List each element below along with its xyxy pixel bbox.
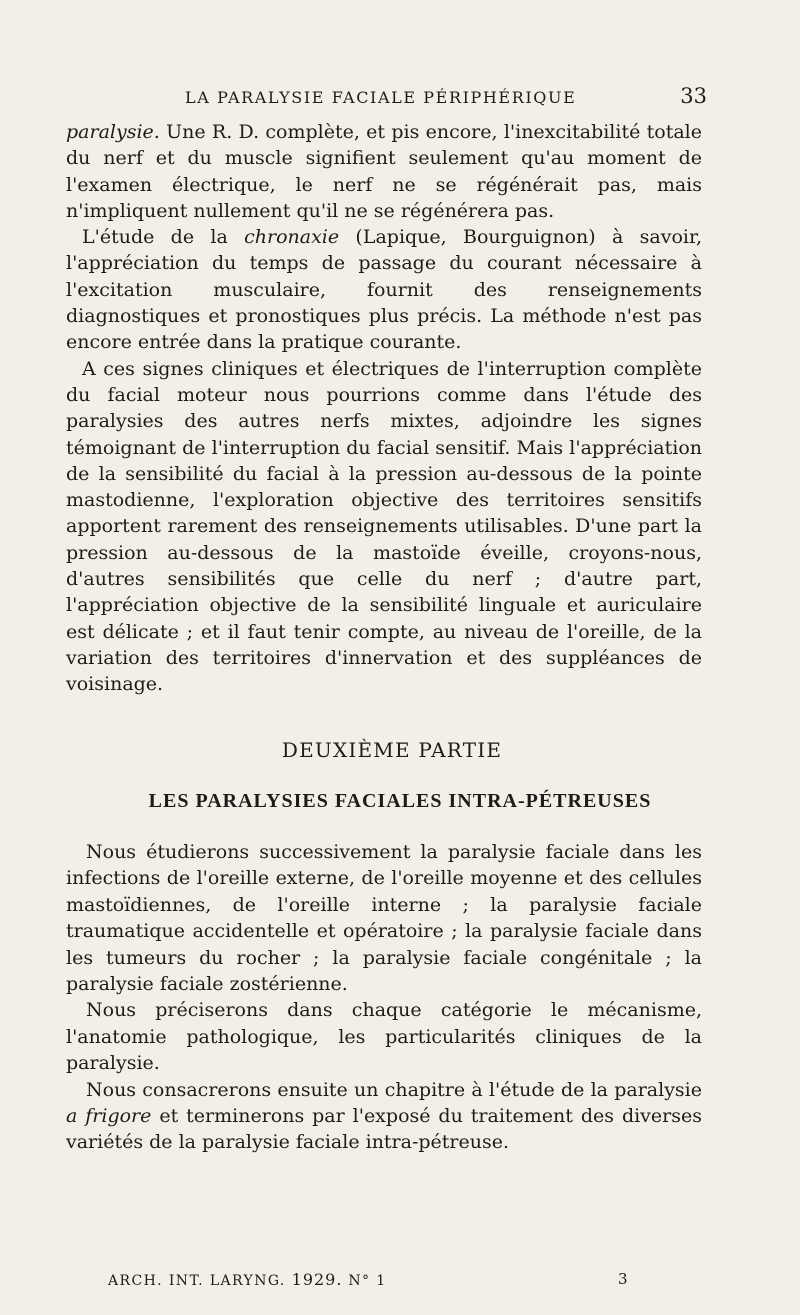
italic-term: a frigore [66, 1105, 152, 1128]
paragraph-text: L'étude de la [82, 226, 245, 249]
journal-signature [108, 1270, 387, 1289]
paragraph-sensitive-facial: A ces signes cliniques et électriques de l'interruption complète du facial moteur nous pourrions comme dans l'étude des paralysies des autres nerfs mixtes, adjoindre les signes témoignant de l'interruption du facial sensitif. Mais l'appréciation de la sensibilité du facial à la pression au-dessous de la pointe mastodienne, l'exploration objective des territoires sensitifs apportent rarement des renseignements utilisables. D'une part la pression au-dessous de la mastoïde éveille, croyons-nous, d'autres sensibilités que celle du nerf ; d'autre part, l'appréciation objective de la sensibilité linguale et auriculaire est délicate ; et il faut tenir compte, au niveau de l'oreille, de la variation des territoires d'innervation et des suppléances de voisinage. [66, 357, 702, 696]
part-label: DEUXIÈME PARTIE [281, 738, 503, 762]
journal-issue: N° 1 [348, 1273, 387, 1289]
paragraph-chronaxie [66, 224, 702, 355]
section-chronaxie-text [66, 119, 702, 698]
sheet-number: 3 [618, 1270, 629, 1288]
italic-term: chronaxie [244, 226, 340, 249]
paragraph-text: Nous consacrerons ensuite un chapitre à l'étude de la paralysie [86, 1078, 702, 1101]
part-title: LES PARALYSIES FACIALES INTRA-PÉTREUSES [148, 790, 652, 812]
paragraph-text: (Lapique, Bourguignon) à savoir, l'appréciation du temps de passage du courant nécessaire à l'excitation musculaire, fournit des renseignements diagnostiques et pronostiques plus précis. La méthode n'est pas encore entrée dans la pratique courante. [66, 226, 703, 354]
journal-name: ARCH. INT. LARYNG. [108, 1273, 286, 1289]
paragraph-a-frigore [66, 1077, 702, 1156]
page-footer [0, 1270, 800, 1294]
running-title: LA PARALYSIE FACIALE PÉRIPHÉRIQUE [185, 88, 577, 107]
paragraph-text: et terminerons par l'exposé du traitement des diverses variétés de la paralysie faciale intra-pétreuse. [66, 1105, 702, 1154]
paragraph-text: Une R. D. complète, et pis encore, l'inexcitabilité totale du nerf et du muscle signifient seulement qu'au moment de l'examen électrique, le nerf ne se régénérait pas, mais n'impliquent nullement qu'il ne se régénérera pas. [66, 121, 702, 222]
paragraph-study-plan: Nous étudierons successivement la paralysie faciale dans les infections de l'oreille externe, de l'oreille moyenne et des cellules mastoïdiennes, de l'oreille interne ; la paralysie faciale traumatique accidentelle et opératoire ; la paralysie faciale dans les tumeurs du rocher ; la paralysie faciale congénitale ; la paralysie faciale zostérienne. [66, 841, 702, 996]
journal-year: 1929. [291, 1270, 343, 1289]
italic-lead-word: paralysie. [66, 121, 160, 143]
page-number: 33 [680, 84, 707, 108]
paragraph-excitability [66, 119, 702, 224]
paragraph-categories: Nous préciserons dans chaque catégorie le mécanisme, l'anatomie pathologique, les particularités cliniques de la paralysie. [66, 999, 702, 1075]
page-header [0, 84, 800, 112]
section-intra-petrous-intro [66, 839, 702, 1156]
